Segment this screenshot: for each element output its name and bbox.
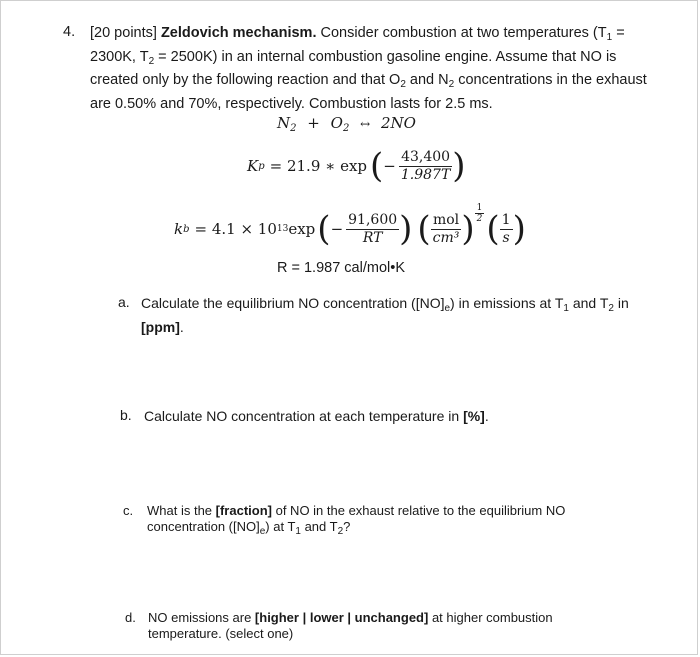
reaction-equation: $N_2 + O_2$ ↔ 2NO [277, 114, 416, 134]
part-d-text: NO emissions are [higher | lower | unchanged] at higher combustion temperature. (select one) [148, 610, 553, 641]
kb-equation: k b = 4.1 × 10 13 exp ( − $\frac{91,600}{RT}$ ) ( $\frac{\text{mol}}{\text{cm³}}$ ) $\frac{1}{2}$ ( $\frac{1}{s}$ ) [174, 203, 526, 249]
part-b-text: Calculate NO concentration at each temperature in [%]. [144, 408, 489, 424]
question-points: [20 points] [90, 25, 157, 41]
question-number: 4. [63, 24, 76, 40]
part-c-label: c. [123, 503, 134, 518]
part-a-text: Calculate the equilibrium NO concentration $([NO]_e)$ in emissions at $T_1$ and $T_2$ in [ppm]. [141, 295, 629, 335]
part-b-label: b. [120, 407, 132, 423]
part-c-text: What is the [fraction] of NO in the exhaust relative to the equilibrium NO concentration $([NO]_e)$ at $T_1$ and $T_2$? [147, 503, 566, 537]
question-intro: [20 points] Zeldovich mechanism. Consider combustion at two temperatures ($T_1 = 2300K$, $T_2 = 2500K$) in an internal combustion gasoline engine. Assume that NO is created only by the following reaction and that $O_2$ and $N_2$ concentrations in the exhaust are 0.50% and 70%, respectively. Combustion lasts for 2.5 ms. [90, 25, 647, 112]
gas-constant: R = 1.987 cal/mol•K [277, 260, 405, 276]
kp-equation: K p = 21.9 ∗ exp ( − $\frac{43,400}{1.987T}$ ) [247, 146, 466, 186]
part-d-label: d. [125, 610, 136, 625]
question-title: Zeldovich mechanism. [160, 25, 317, 41]
part-a-label: a. [118, 294, 130, 310]
